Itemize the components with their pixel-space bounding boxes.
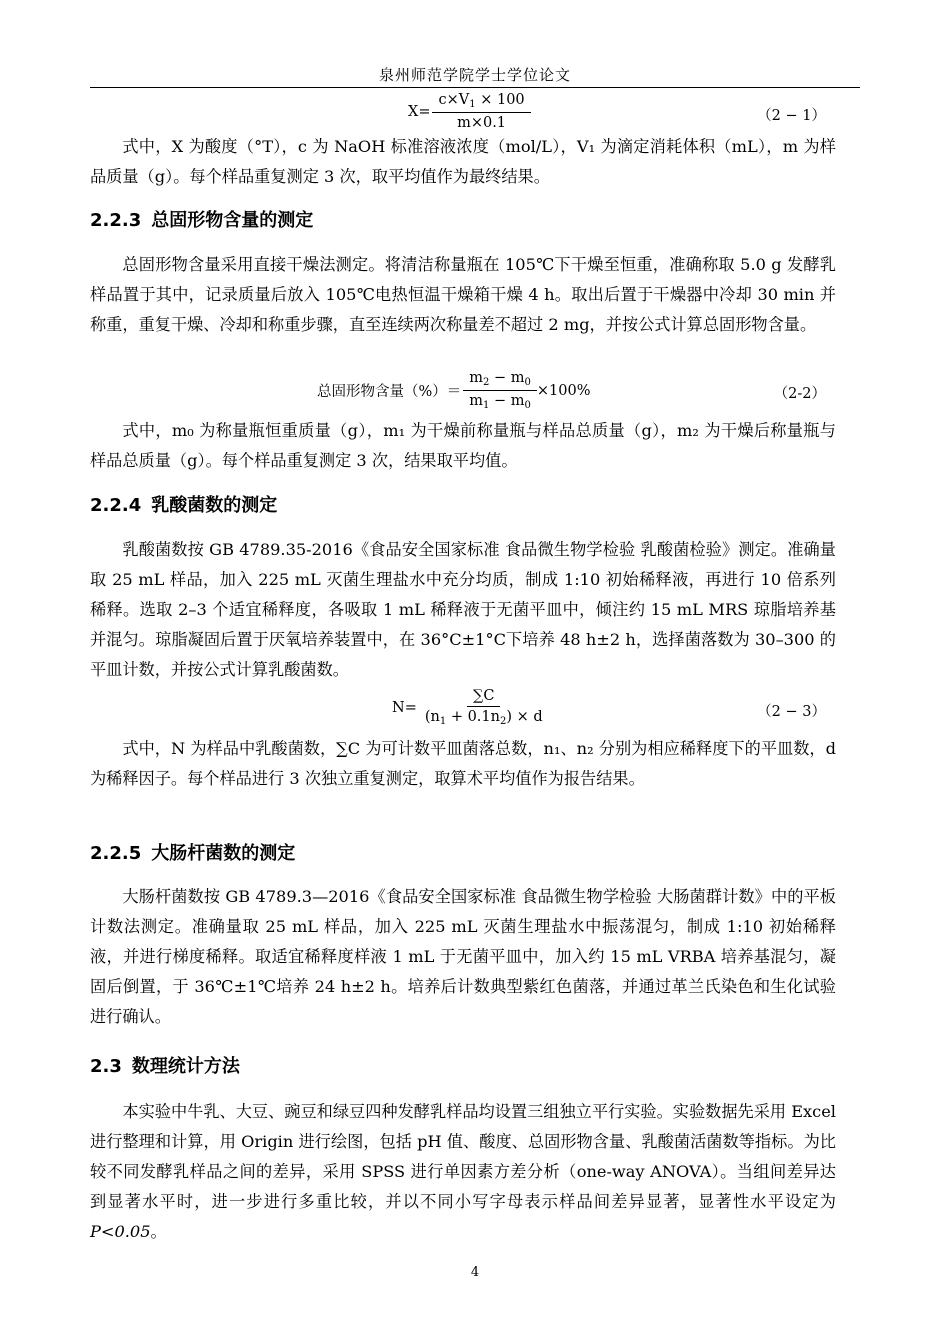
eq-2-3-number: （2 − 3） [757,704,826,720]
paragraph-total-solids-method: 总固形物含量采用直接干燥法测定。将清洁称量瓶在 105℃下干燥至恒重，准确称取 5.0 g 发酵乳样品置于其中，记录质量后放入 105℃电热恒温干燥箱干燥 4 h。取出后置于干燥器中冷却 30 min 并称重，重复干燥、冷却和称重步骤，直至连续两次称量差不超过 2 mg，并按公式计算总固形物含量。 [90,255,836,334]
significance-level: P<0.05 [90,1222,151,1241]
section-heading-2-2-4 [90,491,277,517]
eq-2-3-fraction [419,688,549,727]
section-number: 2.2.3 [90,210,142,231]
eq-2-2-numerator: $m_2 - m_0$ [463,370,537,391]
eq-2-2-lhs: 总固形物含量（%）＝ [317,384,462,400]
header-rule [90,87,860,88]
section-title: 总固形物含量的测定 [151,210,314,231]
section-title: 乳酸菌数的测定 [151,495,278,516]
eq-2-2-number: （2-2） [773,386,826,402]
eq-2-1-numerator: $c\times V_1 \times 100$ [432,92,530,113]
statistics-text-end: 。 [150,1222,167,1241]
section-heading-2-2-5 [90,839,295,865]
eq-2-2-tail: ×100% [536,382,591,399]
eq-2-2-denominator: $m_1 - m_0$ [469,393,531,411]
running-header: 泉州师范学院学士学位论文 [378,66,571,84]
equation-2-3 [90,688,836,734]
paragraph-lab-count-method: 乳酸菌数按 GB 4789.35-2016《食品安全国家标准 食品微生物学检验 乳酸菌检验》测定。准确量取 25 mL 样品，加入 225 mL 灭菌生理盐水中充分均质，制成 1:10 初始稀释液，再进行 10 倍系列稀释。选取 2–3 个适宜稀释度，各吸取 1 mL 稀释液于无菌平皿中，倾注约 15 mL MRS 琼脂培养基并混匀。琼脂凝固后置于厌氧培养装置中，在 36°C±1°C下培养 48 h±2 h，选择菌落数为 30–300 的平皿计数，并按公式计算乳酸菌数。 [90,540,836,679]
paragraph-lab-count-definition: 式中，N 为样品中乳酸菌数，∑C 为可计数平皿菌落总数，n₁、n₂ 分别为相应稀释度下的平皿数，d 为稀释因子。每个样品进行 3 次独立重复测定，取算术平均值作为报告结果。 [90,739,836,788]
page-number: 4 [470,1265,480,1280]
section-heading-2-2-3 [90,206,313,232]
eq-2-3-lhs: N= [392,699,417,716]
eq-2-3-numerator: ∑C [467,688,500,707]
paragraph-statistics-method [90,1097,836,1247]
section-number: 2.3 [90,1056,122,1077]
eq-2-2-fraction [463,370,537,411]
eq-2-1-fraction [432,92,530,131]
section-number: 2.2.5 [90,843,142,864]
paragraph-coliform-method: 大肠杆菌数按 GB 4789.3—2016《食品安全国家标准 食品微生物学检验 大肠菌群计数》中的平板计数法测定。准确量取 25 mL 样品，加入 225 mL 灭菌生理盐水中振荡混匀，制成 1:10 初始稀释液，并进行梯度稀释。取适宜稀释度样液 1 mL 于无菌平皿中，加入约 15 mL VRBA 培养基混匀，凝固后倒置，于 36℃±1℃培养 24 h±2 h。培养后计数典型紫红色菌落，并通过革兰氏染色和生化试验进行确认。 [90,887,836,1026]
section-heading-2-3 [90,1052,240,1078]
section-title: 大肠杆菌数的测定 [151,843,296,864]
statistics-text: 本实验中牛乳、大豆、豌豆和绿豆四种发酵乳样品均设置三组独立平行实验。实验数据先采用 Excel 进行整理和计算，用 Origin 进行绘图，包括 pH 值、酸度、总固形物含量、乳酸菌活菌数等指标。为比较不同发酵乳样品之间的差异，采用 SPSS 进行单因素方差分析（one-way ANOVA）。当组间差异达到显著水平时，进一步进行多重比较，并以不同小写字母表示样品间差异显著，显著性水平设定为 [90,1102,836,1211]
eq-2-3-denominator: $(n_1 + 0.1n_2) \times d$ [424,709,543,727]
eq-2-1-number: （2 − 1） [757,108,826,124]
eq-2-1-denominator: m×0.1 [457,115,507,131]
paragraph-total-solids-definition: 式中，m₀ 为称量瓶恒重质量（g），m₁ 为干燥前称量瓶与样品总质量（g），m₂ 为干燥后称量瓶与样品总质量（g）。每个样品重复测定 3 次，结果取平均值。 [90,421,836,470]
eq-2-1-lhs: X= [408,103,431,120]
section-number: 2.2.4 [90,495,142,516]
section-title: 数理统计方法 [131,1056,240,1077]
equation-2-2 [90,370,836,416]
paragraph-acidity-definition: 式中，X 为酸度（°T），c 为 NaOH 标准溶液浓度（mol/L），V₁ 为滴定消耗体积（mL），m 为样品质量（g）。每个样品重复测定 3 次，取平均值作为最终结果。 [90,137,836,186]
